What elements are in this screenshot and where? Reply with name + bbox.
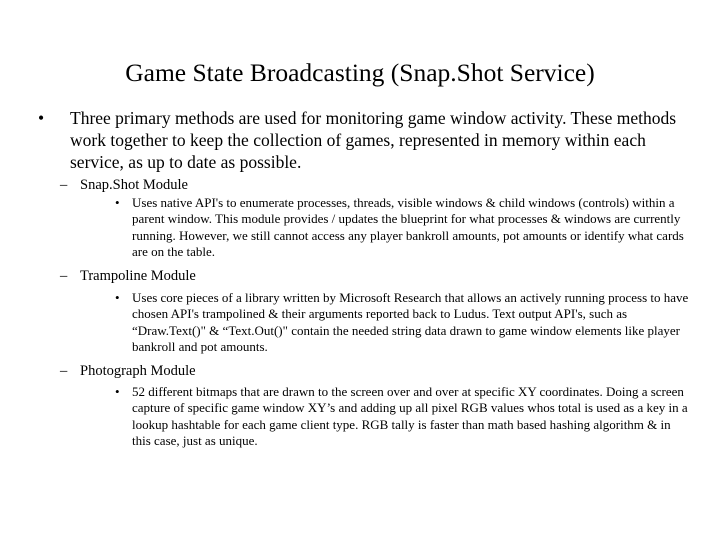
bullet-marker: • [115,384,120,399]
module-trampoline-heading [60,267,196,286]
module-snapshot-name: Snap.Shot Module [80,177,188,193]
bullet-marker: • [115,290,120,305]
module-snapshot-heading [60,176,188,195]
dash-marker: – [60,268,68,284]
bullet-marker: • [38,108,45,128]
bullet-marker: • [115,195,120,210]
dash-marker: – [60,177,68,193]
module-photograph-heading [60,362,196,381]
module-photograph-detail-text: 52 different bitmaps that are drawn to the screen over and over at specific XY coordinates. Doing a screen capture of specific game window XY’s and adding up all pixel RGB values whos total is used as a key in a lookup hashtable for each game client type. RGB tally is faster than math based hashing algorithm & in this case, just as unique. [132,384,688,449]
module-snapshot-detail-text: Uses native API's to enumerate processes, threads, visible windows & child windows (controls) within a parent window. This module provides / updates the blueprint for what processes & windows are currently running. However, we still cannot access any player bankroll amounts, pot amounts or identify what cards are on the table. [132,195,684,260]
module-trampoline-name: Trampoline Module [80,268,196,284]
module-trampoline-detail-text: Uses core pieces of a library written by Microsoft Research that allows an actively running process to have chosen API's trampolined & their arguments reported back to Ludus. Text output API's, such as “Draw.Text()" & “Text.Out()" contain the needed string data drawn to game window elements like player bankroll and pot amounts. [132,290,689,355]
module-photograph-name: Photograph Module [80,363,196,379]
main-bullet-text: Three primary methods are used for monitoring game window activity. These methods work together to keep the collection of games, represented in memory within each service, as up to date as possible. [70,108,677,172]
dash-marker: – [60,363,68,379]
slide-title: Game State Broadcasting (Snap.Shot Service) [125,58,595,87]
